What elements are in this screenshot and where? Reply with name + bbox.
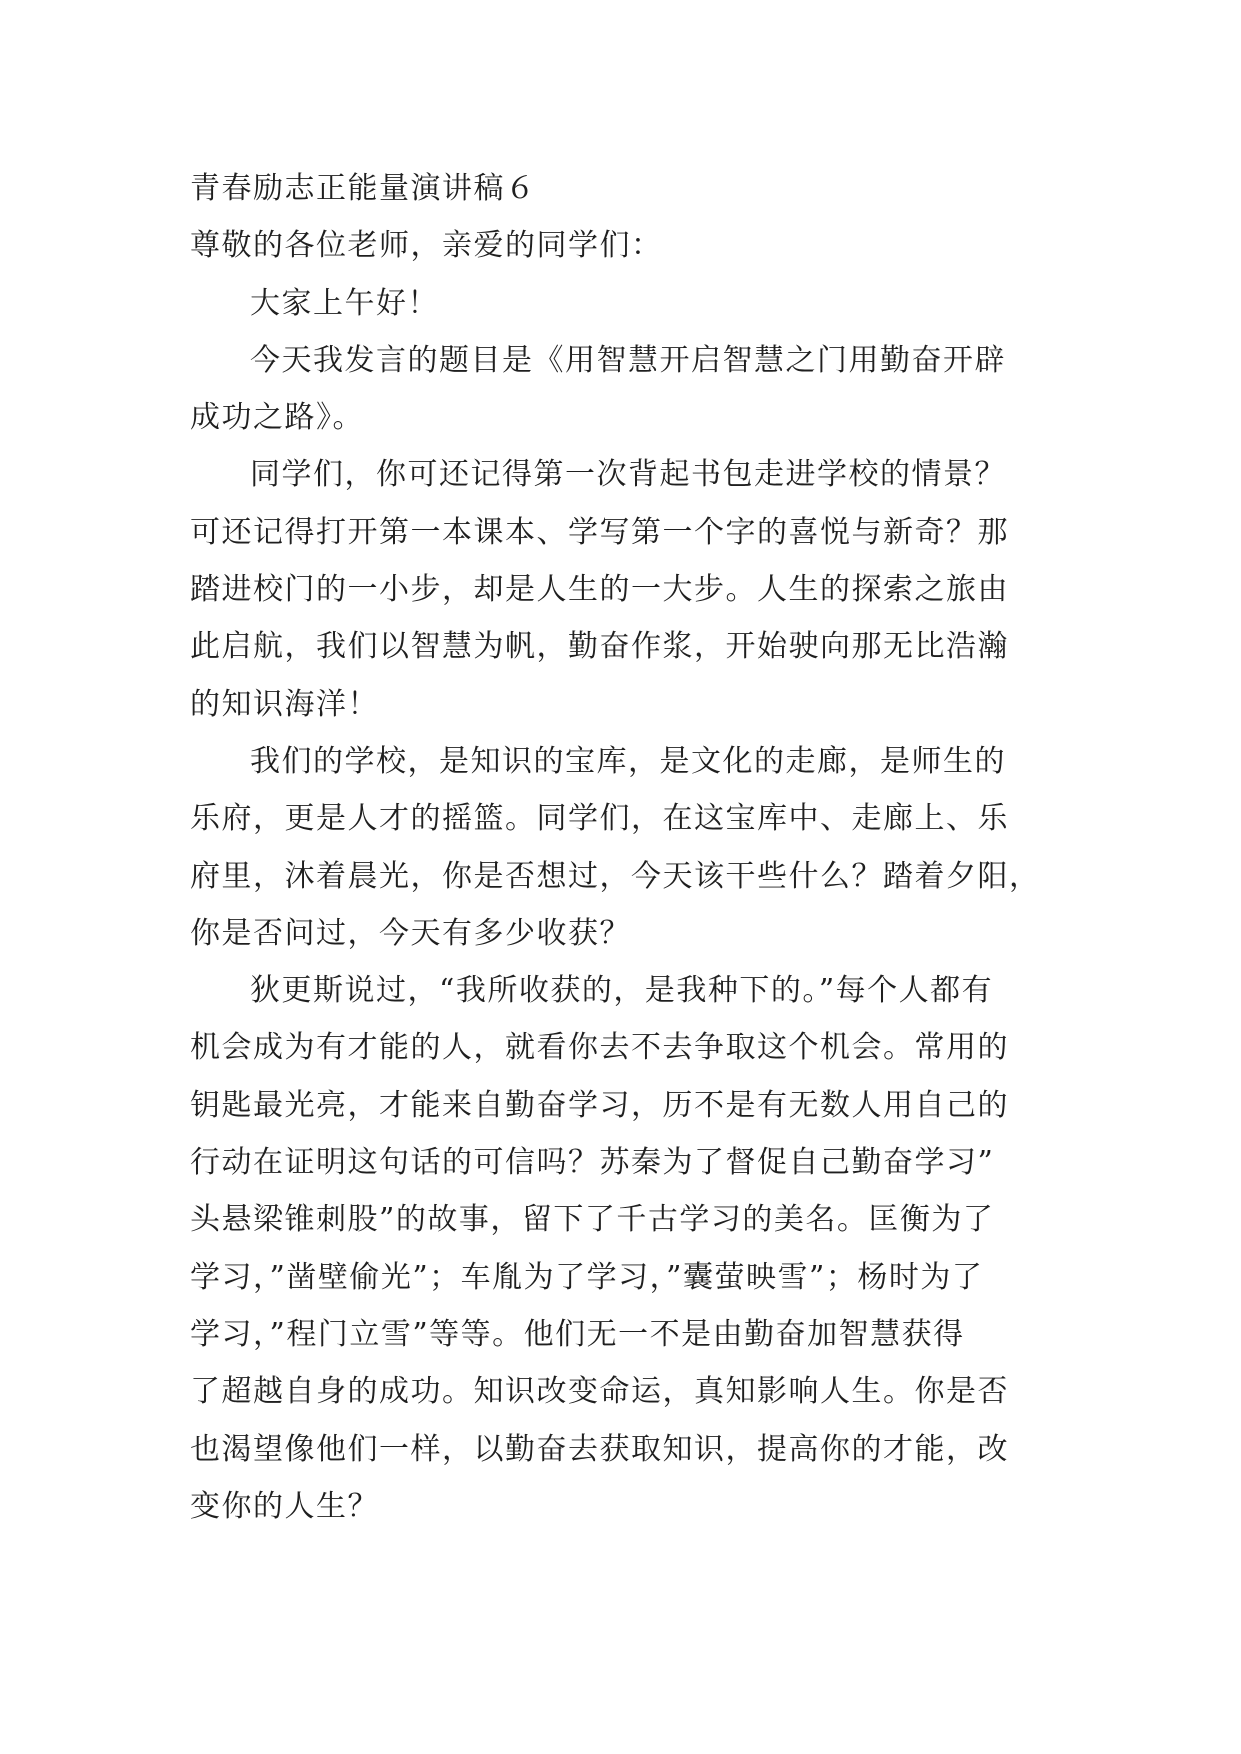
text-line: 乐府，更是人才的摇篮。同学们，在这宝库中、走廊上、乐 [190,801,1009,837]
text-line: 踏进校门的一小步，却是人生的一大步。人生的探索之旅由 [190,572,1009,608]
text-line: 学习，”程门立雪”等等。他们无一不是由勤奋加智慧获得 [190,1316,965,1352]
text-line: 变你的人生？ [190,1488,379,1524]
text-line: 成功之路》。 [190,400,364,436]
text-line: 狄更斯说过，“我所收获的，是我种下的。”每个人都有 [250,973,994,1009]
text-line: 府里，沐着晨光，你是否想过，今天该干些什么？踏着夕阳， [190,858,1041,894]
text-line: 你是否问过，今天有多少收获？ [190,915,631,951]
text-line: 钥匙最光亮，才能来自勤奋学习，历不是有无数人用自己的 [190,1087,1009,1123]
paragraph-lines [190,217,1056,1535]
text-line: 学习，”凿壁偷光”；车胤为了学习，”囊萤映雪”；杨时为了 [190,1259,984,1295]
text-line: 行动在证明这句话的可信吗？苏秦为了督促自己勤奋学习” [190,1145,995,1181]
document-body [190,160,1056,1535]
text-line: 今天我发言的题目是《用智慧开启智慧之门用勤奋开辟 [250,342,1006,378]
text-line: 机会成为有才能的人，就看你去不去争取这个机会。常用的 [190,1030,1009,1066]
document-title: 青春励志正能量演讲稿６ [190,171,537,206]
text-line: 同学们，你可还记得第一次背起书包走进学校的情景？ [250,457,1006,493]
text-line: 了超越自身的成功。知识改变命运，真知影响人生。你是否 [190,1374,1009,1410]
text-line: 的知识海洋！ [190,686,379,722]
text-line: 大家上午好！ [250,285,439,321]
text-line: 也渴望像他们一样，以勤奋去获取知识，提高你的才能，改 [190,1431,1009,1467]
text-line: 可还记得打开第一本课本、学写第一个字的喜悦与新奇？那 [190,514,1009,550]
text-line: 此启航，我们以智慧为帆，勤奋作浆，开始驶向那无比浩瀚 [190,629,1009,665]
text-line: 尊敬的各位老师，亲爱的同学们： [190,228,663,264]
text-line: 头悬梁锥刺股”的故事，留下了千古学习的美名。匡衡为了 [190,1202,995,1238]
text-line: 我们的学校，是知识的宝库，是文化的走廊，是师生的 [250,743,1006,779]
